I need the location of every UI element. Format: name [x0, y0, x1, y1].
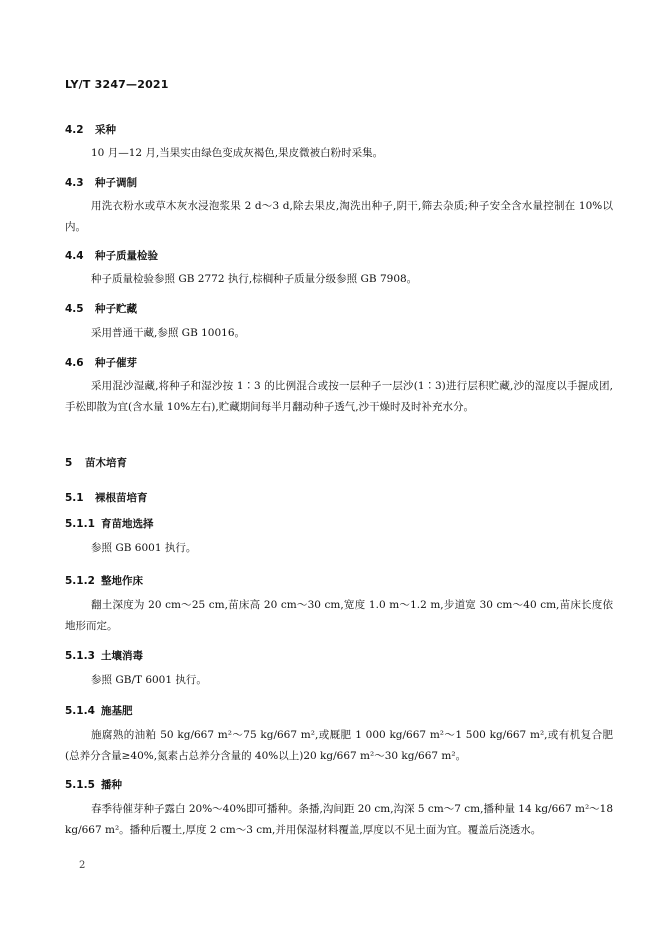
section-title: 苗木培育	[85, 457, 127, 469]
section-number: 5	[65, 457, 73, 469]
section-heading-5-1-2	[65, 573, 143, 588]
section-heading-5-1-5	[65, 777, 122, 792]
section-title: 采种	[95, 124, 116, 136]
section-number: 4.2	[65, 124, 84, 136]
section-heading-5-1-3	[65, 648, 143, 663]
section-number: 4.3	[65, 177, 84, 189]
section-text-5-1-4: 施腐熟的油粕 50 kg/667 m²～75 kg/667 m²,或厩肥 1 000 kg/667 m²～1 500 kg/667 m²,或有机复合肥(总养分含量≥40%,氮素占总养分含量的 40%以上)20 kg/667 m²～30 kg/667 m²。	[65, 729, 613, 762]
section-title: 播种	[101, 779, 122, 791]
section-title: 土壤消毒	[101, 650, 143, 662]
section-text-4-6: 采用混沙湿藏,将种子和湿沙按 1∶3 的比例混合或按一层种子一层沙(1∶3)进行层积贮藏,沙的湿度以手握成团,手松即散为宜(含水量 10%左右),贮藏期间每半月翻动种子透气,沙干燥时及时补充水分。	[65, 380, 613, 413]
section-number: 5.1.1	[65, 518, 95, 530]
section-number: 5.1.4	[65, 705, 95, 717]
section-title: 种子催芽	[95, 357, 137, 369]
section-heading-5-1-4	[65, 703, 133, 718]
section-text-4-4: 种子质量检验参照 GB 2772 执行,棕榈种子质量分级参照 GB 7908。	[91, 273, 418, 285]
page-number: 2	[79, 860, 86, 871]
section-heading-4-6	[65, 355, 137, 370]
section-text-5-1-5: 春季待催芽种子露白 20%～40%即可播种。条播,沟间距 20 cm,沟深 5 cm～7 cm,播种量 14 kg/667 m²～18 kg/667 m²。播种后覆土,厚度 2 cm～3 cm,并用保湿材料覆盖,厚度以不见土面为宜。覆盖后浇透水。	[65, 803, 614, 836]
section-title: 裸根苗培育	[95, 492, 148, 504]
section-number: 5.1.5	[65, 779, 95, 791]
section-text-4-2: 10 月—12 月,当果实由绿色变成灰褐色,果皮微被白粉时采集。	[91, 147, 384, 159]
section-heading-4-2	[65, 122, 116, 137]
section-title: 育苗地选择	[101, 518, 154, 530]
section-heading-4-5	[65, 301, 137, 316]
section-heading-5-1	[65, 490, 148, 505]
section-number: 5.1.2	[65, 575, 95, 587]
section-text-4-5: 采用普通干藏,参照 GB 10016。	[91, 327, 246, 339]
section-title: 种子质量检验	[95, 250, 158, 262]
section-number: 5.1	[65, 492, 84, 504]
section-title: 施基肥	[101, 705, 133, 717]
section-number: 4.6	[65, 357, 84, 369]
section-number: 5.1.3	[65, 650, 95, 662]
section-heading-5-1-1	[65, 516, 154, 531]
section-text-5-1-2: 翻土深度为 20 cm～25 cm,苗床高 20 cm～30 cm,宽度 1.0 m～1.2 m,步道宽 30 cm～40 cm,苗床长度依地形而定。	[65, 599, 613, 632]
section-title: 种子贮藏	[95, 303, 137, 315]
document-code: LY/T 3247—2021	[65, 78, 169, 91]
section-text-5-1-3: 参照 GB/T 6001 执行。	[91, 674, 207, 686]
section-heading-4-3	[65, 175, 137, 190]
chapter-heading-5	[65, 455, 127, 470]
section-number: 4.5	[65, 303, 84, 315]
section-title: 整地作床	[101, 575, 143, 587]
section-text-5-1-1: 参照 GB 6001 执行。	[91, 542, 197, 554]
section-heading-4-4	[65, 248, 158, 263]
section-number: 4.4	[65, 250, 84, 262]
section-title: 种子调制	[95, 177, 137, 189]
section-text-4-3: 用洗衣粉水或草木灰水浸泡浆果 2 d～3 d,除去果皮,淘洗出种子,阴干,筛去杂质;种子安全含水量控制在 10%以内。	[65, 200, 613, 233]
